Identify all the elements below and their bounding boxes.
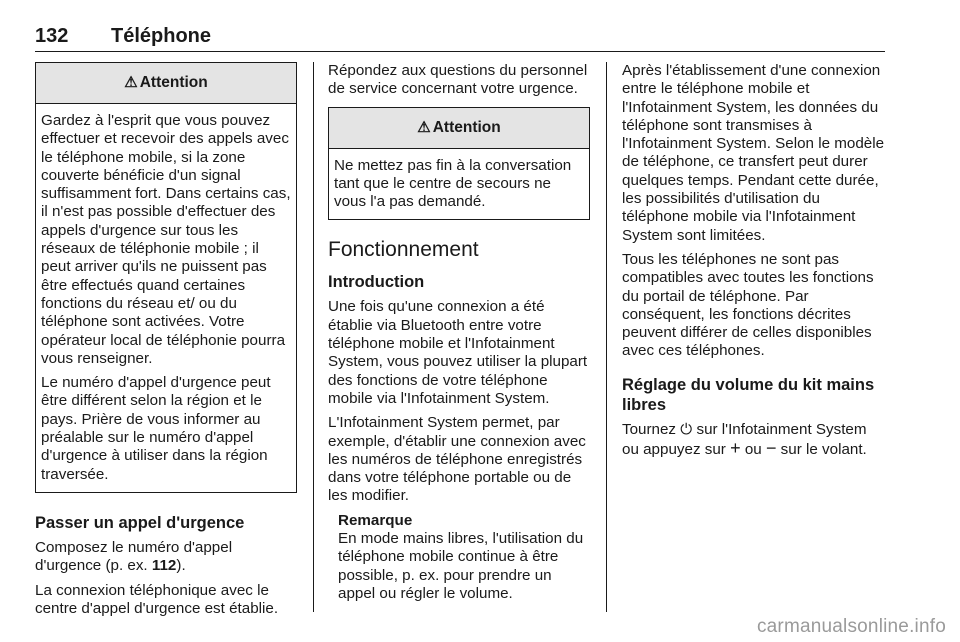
column-3 — [622, 62, 887, 465]
text-run: sur le volant. — [776, 441, 867, 459]
section-title: Fonctionnement — [328, 238, 479, 262]
attention-paragraph: Le numéro d'appel d'urgence peut être différent selon la région et le pays. Prière de vous informer au préalable sur le numéro d'appel d'urgence à utiliser dans la région traversée. — [41, 374, 271, 483]
attention-box-2 — [328, 107, 590, 221]
warning-triangle-icon: ⚠ — [417, 118, 431, 136]
column-1 — [35, 62, 297, 624]
paragraph — [35, 539, 297, 576]
emergency-number: 112 — [151, 557, 177, 575]
attention-header — [329, 108, 589, 149]
attention-body — [329, 149, 589, 220]
column-divider-2 — [606, 62, 607, 612]
attention-title: Attention — [139, 74, 208, 91]
warning-triangle-icon: ⚠ — [124, 74, 138, 91]
subsection-title: Introduction — [328, 273, 425, 292]
paragraph: L'Infotainment System permet, par exemple, d'établir une connexion avec les numéros de téléphone enregistrés dans votre téléphone portable ou de les modifier. — [328, 414, 586, 505]
page-header — [35, 25, 885, 52]
chapter-title: Téléphone — [111, 25, 212, 47]
attention-title: Attention — [432, 118, 501, 136]
section-title: Passer un appel d'urgence — [35, 513, 245, 532]
paragraph: Une fois qu'une connexion a été établie via Bluetooth entre votre téléphone mobile et l'Infotainment System, vous pouvez utiliser la plupart des fonctions de votre téléphone mobile via l'Infotainment System. — [328, 298, 588, 407]
remark-block — [328, 512, 590, 603]
power-knob-icon: ⏻ — [680, 420, 693, 438]
attention-body — [36, 104, 296, 492]
attention-header — [36, 63, 296, 104]
remark-body: En mode mains libres, l'utilisation du téléphone mobile continue à être possible, p. ex. pour prendre un appel ou régler le volume. — [338, 530, 584, 602]
paragraph: Après l'établissement d'une connexion entre le téléphone mobile et l'Infotainment System, les données du téléphone sont transmises à l'Infotainment System. Selon le modèle de téléphone, ce transfert peut durer quelques temps. Pendant cette durée, les possibilités d'utilisation du téléphone mobile via l'Infotainment System sont limitées. — [622, 62, 885, 244]
attention-box-1 — [35, 62, 297, 493]
attention-paragraph: Ne mettez pas fin à la conversation tant que le centre de secours ne vous l'a pas demandé. — [334, 156, 572, 211]
remark-title: Remarque — [338, 511, 413, 529]
text-run: sur l'Infotainment System ou appuyez sur — [622, 420, 867, 459]
text-run: ou — [740, 441, 766, 459]
text-run: ). — [176, 557, 186, 575]
page-number: 132 — [35, 25, 69, 47]
section-title: Réglage du volume du kit mains libres — [622, 375, 875, 414]
column-2 — [328, 62, 590, 603]
minus-icon: − — [765, 438, 777, 459]
column-divider-1 — [313, 62, 314, 612]
paragraph: La connexion téléphonique avec le centre d'appel d'urgence est établie. — [35, 581, 279, 617]
text-run: Tournez — [622, 420, 681, 438]
paragraph: Répondez aux questions du personnel de service concernant votre urgence. — [328, 62, 588, 98]
attention-paragraph: Gardez à l'esprit que vous pouvez effectuer et recevoir des appels avec le téléphone mobile, si la zone couverte bénéficie d'un signal suffisamment fort. Dans certains cas, il n'est pas possible d'effectuer des appels d'urgence sur tous les réseaux de téléphonie mobile ; il peut arriver qu'ils ne puissent pas être effectués quand certaines fonctions du réseau et/ ou du téléphone sont activées. Votre opérateur local de téléphonie pourra vous renseigner. — [41, 112, 291, 367]
plus-icon: + — [730, 438, 741, 459]
text-run: Composez le numéro d'appel d'urgence (p. ex. — [35, 538, 233, 575]
paragraph: Tous les téléphones ne sont pas compatibles avec toutes les fonctions du portail de téléphone. Par conséquent, les fonctions décrites peuvent différer de celles disponibles avec ces téléphones. — [622, 250, 874, 360]
paragraph — [622, 421, 887, 460]
watermark: carmanualsonline.info — [756, 616, 946, 637]
